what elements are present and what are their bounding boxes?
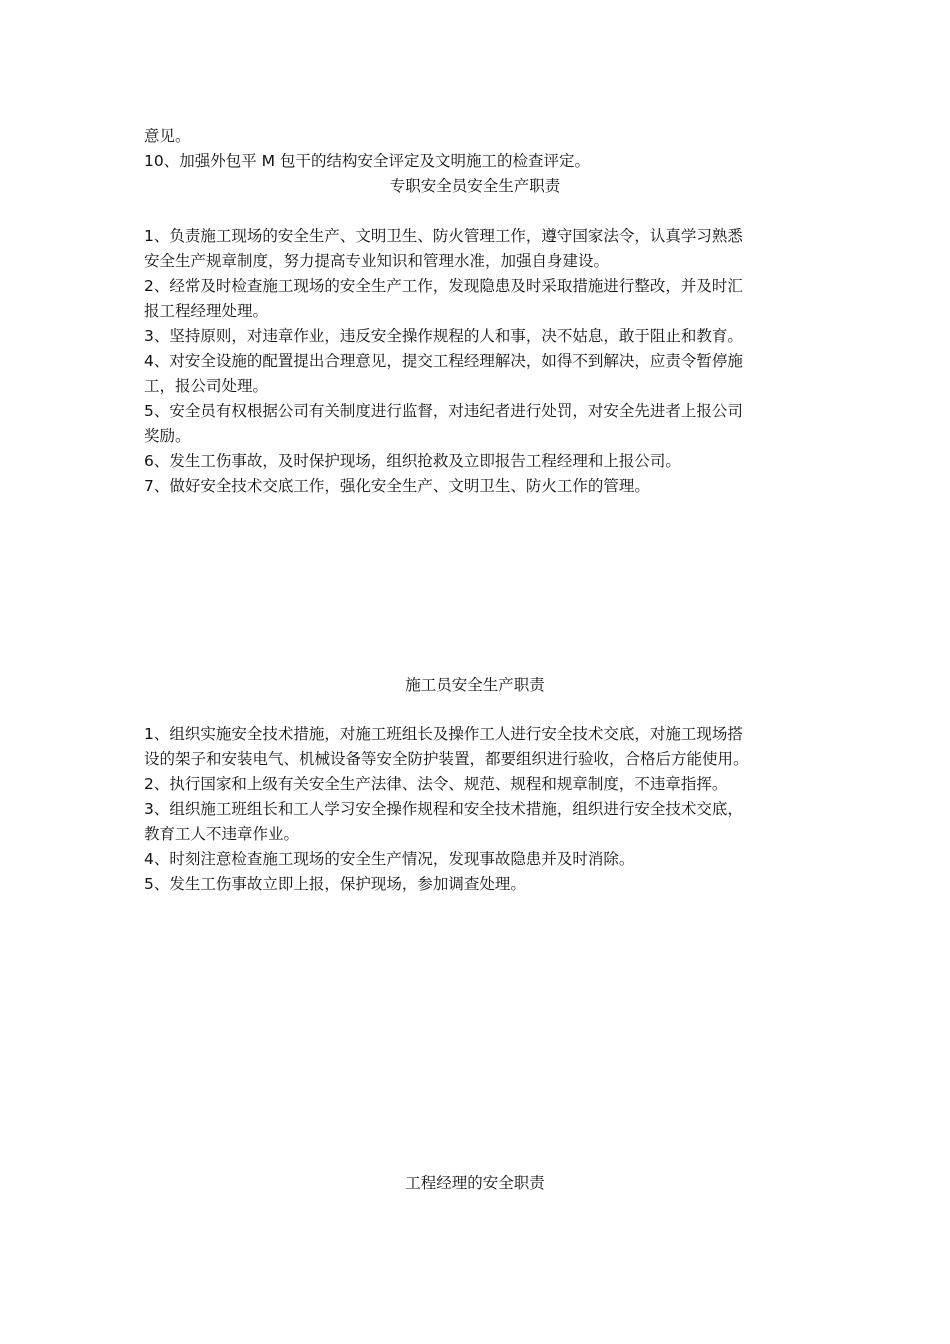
section-title-construction-staff: 施工员安全生产职责	[405, 676, 545, 694]
section-title-safety-officer: 专职安全员安全生产职责	[389, 177, 561, 195]
section-title-project-manager: 工程经理的安全职责	[405, 1174, 545, 1192]
section1-line: 工，报公司处理。	[144, 377, 269, 395]
section2-line: 1、组织实施安全技术措施，对施工班组长及操作工人进行安全技术交底，对施工现场搭	[144, 725, 743, 743]
section1-line: 3、坚持原则，对违章作业，违反安全操作规程的人和事，决不姑息，敢于阻止和教育。	[144, 327, 743, 345]
section2-line: 3、组织施工班组长和工人学习安全操作规程和安全技术措施，组织进行安全技术交底，	[144, 800, 743, 818]
section1-line: 7、做好安全技术交底工作，强化安全生产、文明卫生、防火工作的管理。	[144, 477, 650, 495]
section1-line: 4、对安全设施的配置提出合理意见，提交工程经理解决，如得不到解决，应责令暂停施	[144, 352, 743, 370]
section2-line: 设的架子和安装电气、机械设备等安全防护装置，都要组织进行验收，合格后方能使用。	[144, 750, 749, 768]
section1-line: 5、安全员有权根据公司有关制度进行监督，对违纪者进行处罚，对安全先进者上报公司	[144, 402, 743, 420]
section1-line: 6、发生工伤事故，及时保护现场，组织抢救及立即报告工程经理和上报公司。	[144, 452, 681, 470]
section2-line: 5、发生工伤事故立即上报，保护现场，参加调查处理。	[144, 875, 526, 893]
section1-line: 安全生产规章制度，努力提高专业知识和管理水准，加强自身建设。	[144, 252, 610, 270]
section1-line: 1、负责施工现场的安全生产、文明卫生、防火管理工作，遵守国家法令，认真学习熟悉	[144, 227, 743, 245]
section2-line: 2、执行国家和上级有关安全生产法律、法令、规范、规程和规章制度，不违章指挥。	[144, 775, 728, 793]
intro-line-2: 10、加强外包平 M 包干的结构安全评定及文明施工的检查评定。	[144, 152, 590, 170]
section2-line: 4、时刻注意检查施工现场的安全生产情况，发现事故隐患并及时消除。	[144, 850, 635, 868]
section1-line: 报工程经理处理。	[144, 302, 269, 320]
section2-line: 教育工人不违章作业。	[144, 825, 300, 843]
section1-line: 2、经常及时检查施工现场的安全生产工作，发现隐患及时采取措施进行整改，并及时汇	[144, 277, 743, 295]
section1-line: 奖励。	[144, 427, 191, 445]
intro-line-1: 意见。	[144, 127, 191, 145]
